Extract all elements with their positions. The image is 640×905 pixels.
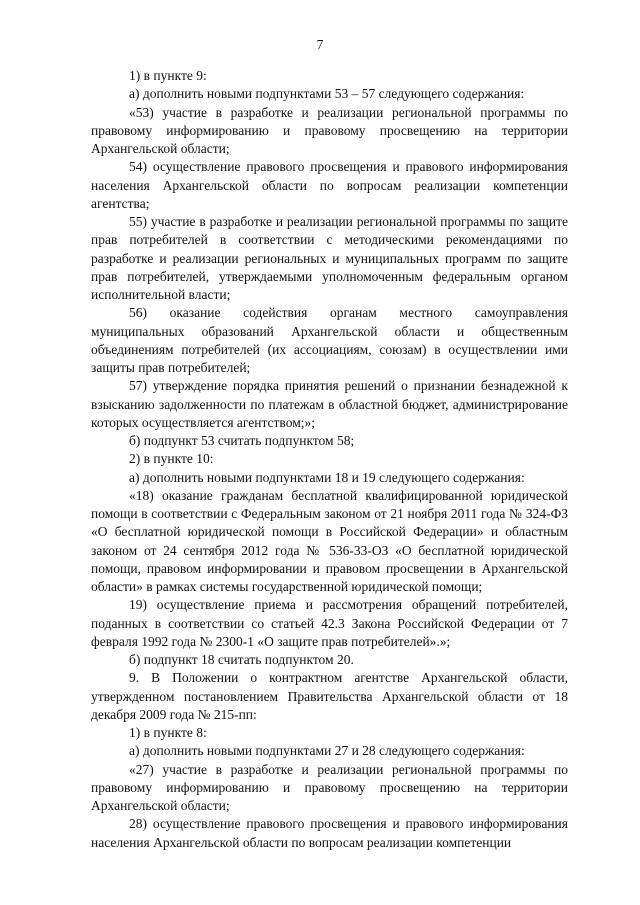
- paragraph: а) дополнить новыми подпунктами 18 и 19 следующего содержания:: [129, 469, 525, 485]
- paragraph: 28) осуществление правового просвещения и правового информирования населения Архангельской области по вопросам реализации компетенции: [91, 816, 568, 850]
- paragraph: б) подпункт 18 считать подпунктом 20.: [129, 652, 354, 667]
- paragraph: 55) участие в разработке и реализации региональной программы по защите прав потребителей в соответствии с методическими рекомендациями по разработке и реализации региональных и муниципальных программ по защите прав потребителей, утверждаемыми уполномоченным федеральным органом исполнительной власти;: [91, 214, 568, 302]
- paragraph: «27) участие в разработке и реализации региональной программы по правовому информированию и правовому просвещению на территории Архангельской области;: [91, 761, 568, 813]
- paragraph: «18) оказание гражданам бесплатной квалифицированной юридической помощи в соответствии с Федеральным законом от 21 ноября 2011 года № 324-ФЗ «О бесплатной юридической помощи в Российской Федерации» и областным законом от 24 сентября 2012 года № 536-33-ОЗ «О бесплатной юридической помощи, правовом информировании и правовом просвещении в Архангельской области» в рамках системы государственной юридической помощи;: [91, 487, 568, 594]
- paragraph: а) дополнить новыми подпунктами 53 – 57 следующего содержания:: [129, 86, 525, 102]
- paragraph: 54) осуществление правового просвещения и правового информирования населения Архангельской области по вопросам реализации компетенции агентства;: [91, 159, 568, 211]
- paragraph: «53) участие в разработке и реализации региональной программы по правовому информированию и правовому просвещению на территории Архангельской области;: [91, 104, 568, 156]
- paragraph: 1) в пункте 8:: [129, 725, 207, 740]
- document-body: [91, 67, 568, 852]
- paragraph: 19) осуществление приема и рассмотрения обращений потребителей, поданных в соответствии со статьей 42.3 Закона Российской Федерации от 7 февраля 1992 года № 2300-1 «О защите прав потребителей».»;: [91, 597, 568, 649]
- paragraph: 56) оказание содействия органам местного самоуправления муниципальных образований Архангельской области и общественным объединениям потребителей (их ассоциациям, союзам) в осуществлении ими защиты прав потребителей;: [91, 305, 568, 375]
- page-number: 7: [316, 37, 324, 52]
- paragraph: 1) в пункте 9:: [129, 68, 207, 83]
- paragraph: б) подпункт 53 считать подпунктом 58;: [129, 433, 355, 448]
- paragraph: 9. В Положении о контрактном агентстве Архангельской области, утвержденном постановлением Правительства Архангельской области от 18 декабря 2009 года № 215-пп:: [91, 670, 568, 722]
- paragraph: а) дополнить новыми подпунктами 27 и 28 следующего содержания:: [129, 743, 525, 759]
- paragraph: 57) утверждение порядка принятия решений о признании безнадежной к взысканию задолженности по платежам в областной бюджет, администрирование которых осуществляется агентством;»;: [91, 378, 568, 430]
- paragraph: 2) в пункте 10:: [129, 451, 214, 467]
